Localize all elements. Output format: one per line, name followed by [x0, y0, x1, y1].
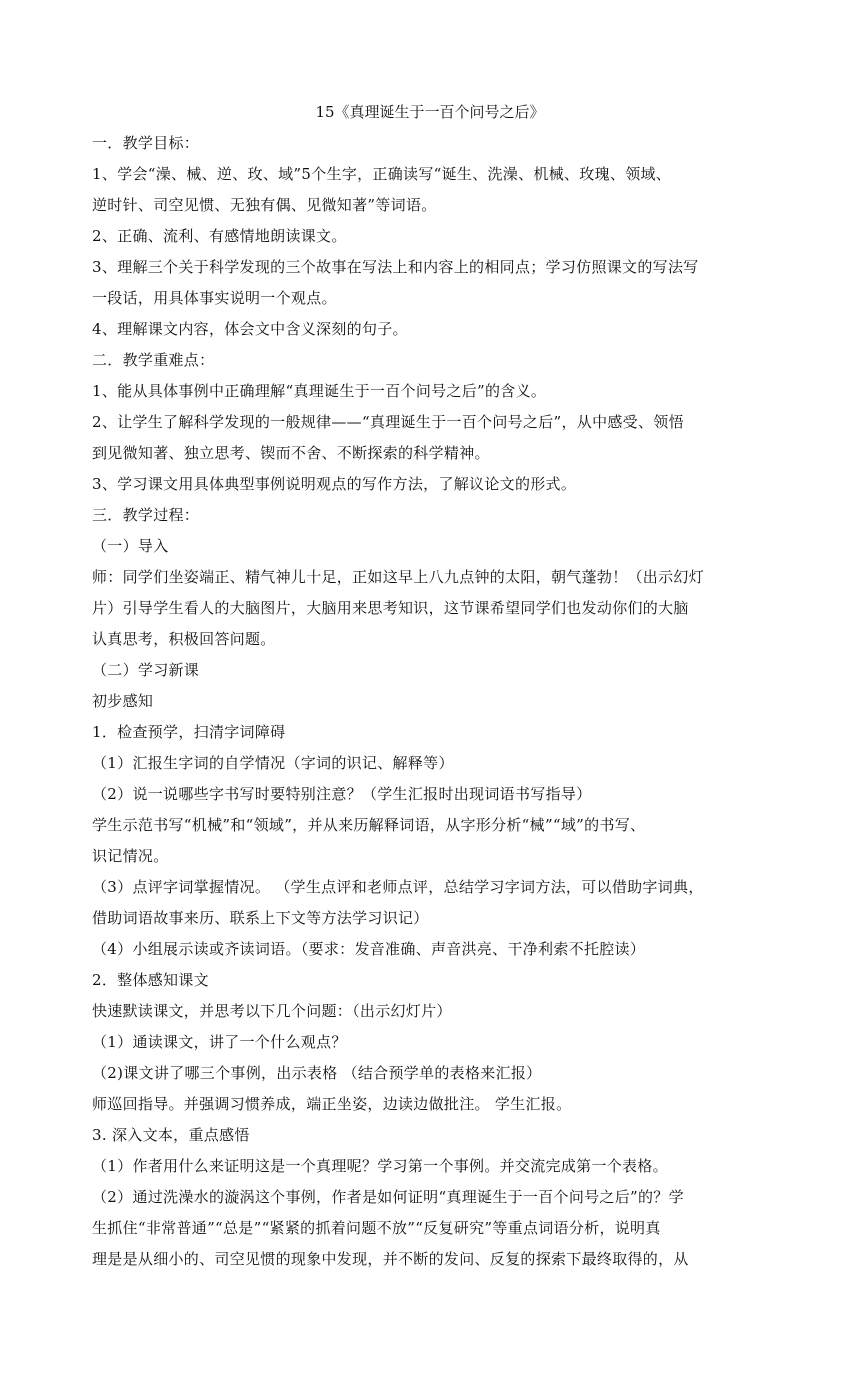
text-line: 1、学会“澡、械、逆、玫、域”5个生字，正确读写“诞生、洗澡、机械、玫瑰、领域、 — [92, 165, 672, 183]
text-line: 师：同学们坐姿端正、精气神儿十足，正如这早上八九点钟的太阳，朝气蓬勃！（出示幻灯 — [92, 568, 705, 586]
text-line: 三．教学过程： — [92, 506, 200, 524]
text-line: 2、让学生了解科学发现的一般规律——“真理诞生于一百个问号之后”，从中感受、领悟 — [92, 413, 684, 431]
text-line: （一）导入 — [92, 537, 169, 555]
text-line: 理是是从细小的、司空见惯的现象中发现，并不断的发问、反复的探索下最终取得的，从 — [92, 1250, 689, 1268]
text-line: （二）学习新课 — [92, 661, 200, 679]
text-line: 2、正确、流利、有感情地朗读课文。 — [92, 227, 347, 245]
text-line: 一段话，用具体事实说明一个观点。 — [92, 289, 337, 307]
text-line: （2）通过洗澡水的漩涡这个事例，作者是如何证明“真理诞生于一百个问号之后”的？学 — [92, 1188, 684, 1206]
text-line: 学生示范书写“机械”和“领域”，并从来历解释词语，从字形分析“械”“域”的书写、 — [92, 816, 646, 834]
text-line: 初步感知 — [92, 692, 154, 710]
text-line: （2）说一说哪些字书写时要特别注意？（学生汇报时出现词语书写指导） — [92, 785, 592, 803]
text-line: （2)课文讲了哪三个事例，出示表格 （结合预学单的表格来汇报） — [92, 1064, 542, 1082]
text-line: 片）引导学生看人的大脑图片，大脑用来思考知识，这节课希望同学们也发动你们的大脑 — [92, 599, 689, 617]
text-line: （1）通读课文，讲了一个什么观点？ — [92, 1033, 347, 1051]
text-line: 3、理解三个关于科学发现的三个故事在写法上和内容上的相同点；学习仿照课文的写法写 — [92, 258, 699, 276]
text-line: （3）点评字词掌握情况。 （学生点评和老师点评，总结学习字词方法，可以借助字词典， — [92, 878, 704, 896]
text-line: 逆时针、司空见惯、无独有偶、见微知著”等词语。 — [92, 196, 437, 214]
text-line: 3. 深入文本，重点感悟 — [92, 1126, 250, 1144]
text-line: （1）作者用什么来证明这是一个真理呢？学习第一个事例。并交流完成第一个表格。 — [92, 1157, 668, 1175]
text-line: 4、理解课文内容，体会文中含义深刻的句子。 — [92, 320, 408, 338]
text-line: 1．检查预学，扫清字词障碍 — [92, 723, 286, 741]
document-body — [92, 132, 772, 1279]
text-line: 3、学习课文用具体典型事例说明观点的写作方法，了解议论文的形式。 — [92, 475, 577, 493]
text-line: 识记情况。 — [92, 847, 169, 865]
text-line: 借助词语故事来历、联系上下文等方法学习识记） — [92, 909, 429, 927]
text-line: 师巡回指导。并强调习惯养成，端正坐姿，边读边做批注。 学生汇报。 — [92, 1095, 572, 1113]
text-line: 一．教学目标： — [92, 134, 200, 152]
text-line: 生抓住“非常普通”“总是”“紧紧的抓着问题不放”“反复研究”等重点词语分析，说明真 — [92, 1219, 661, 1237]
document-title: 15《真理诞生于一百个问号之后》 — [315, 103, 545, 121]
text-line: （4）小组展示读或齐读词语。（要求：发音准确、声音洪亮、干净利索不托腔读） — [92, 940, 646, 958]
text-line: 到见微知著、独立思考、锲而不舍、不断探索的科学精神。 — [92, 444, 490, 462]
text-line: （1）汇报生字词的自学情况（字词的识记、解释等） — [92, 754, 454, 772]
text-line: 二．教学重难点： — [92, 351, 215, 369]
text-line: 快速默读课文，并思考以下几个问题：（出示幻灯片） — [92, 1002, 452, 1020]
text-line: 认真思考，积极回答问题。 — [92, 630, 276, 648]
text-line: 1、能从具体事例中正确理解“真理诞生于一百个问号之后”的含义。 — [92, 382, 547, 400]
text-line: 2．整体感知课文 — [92, 971, 209, 989]
